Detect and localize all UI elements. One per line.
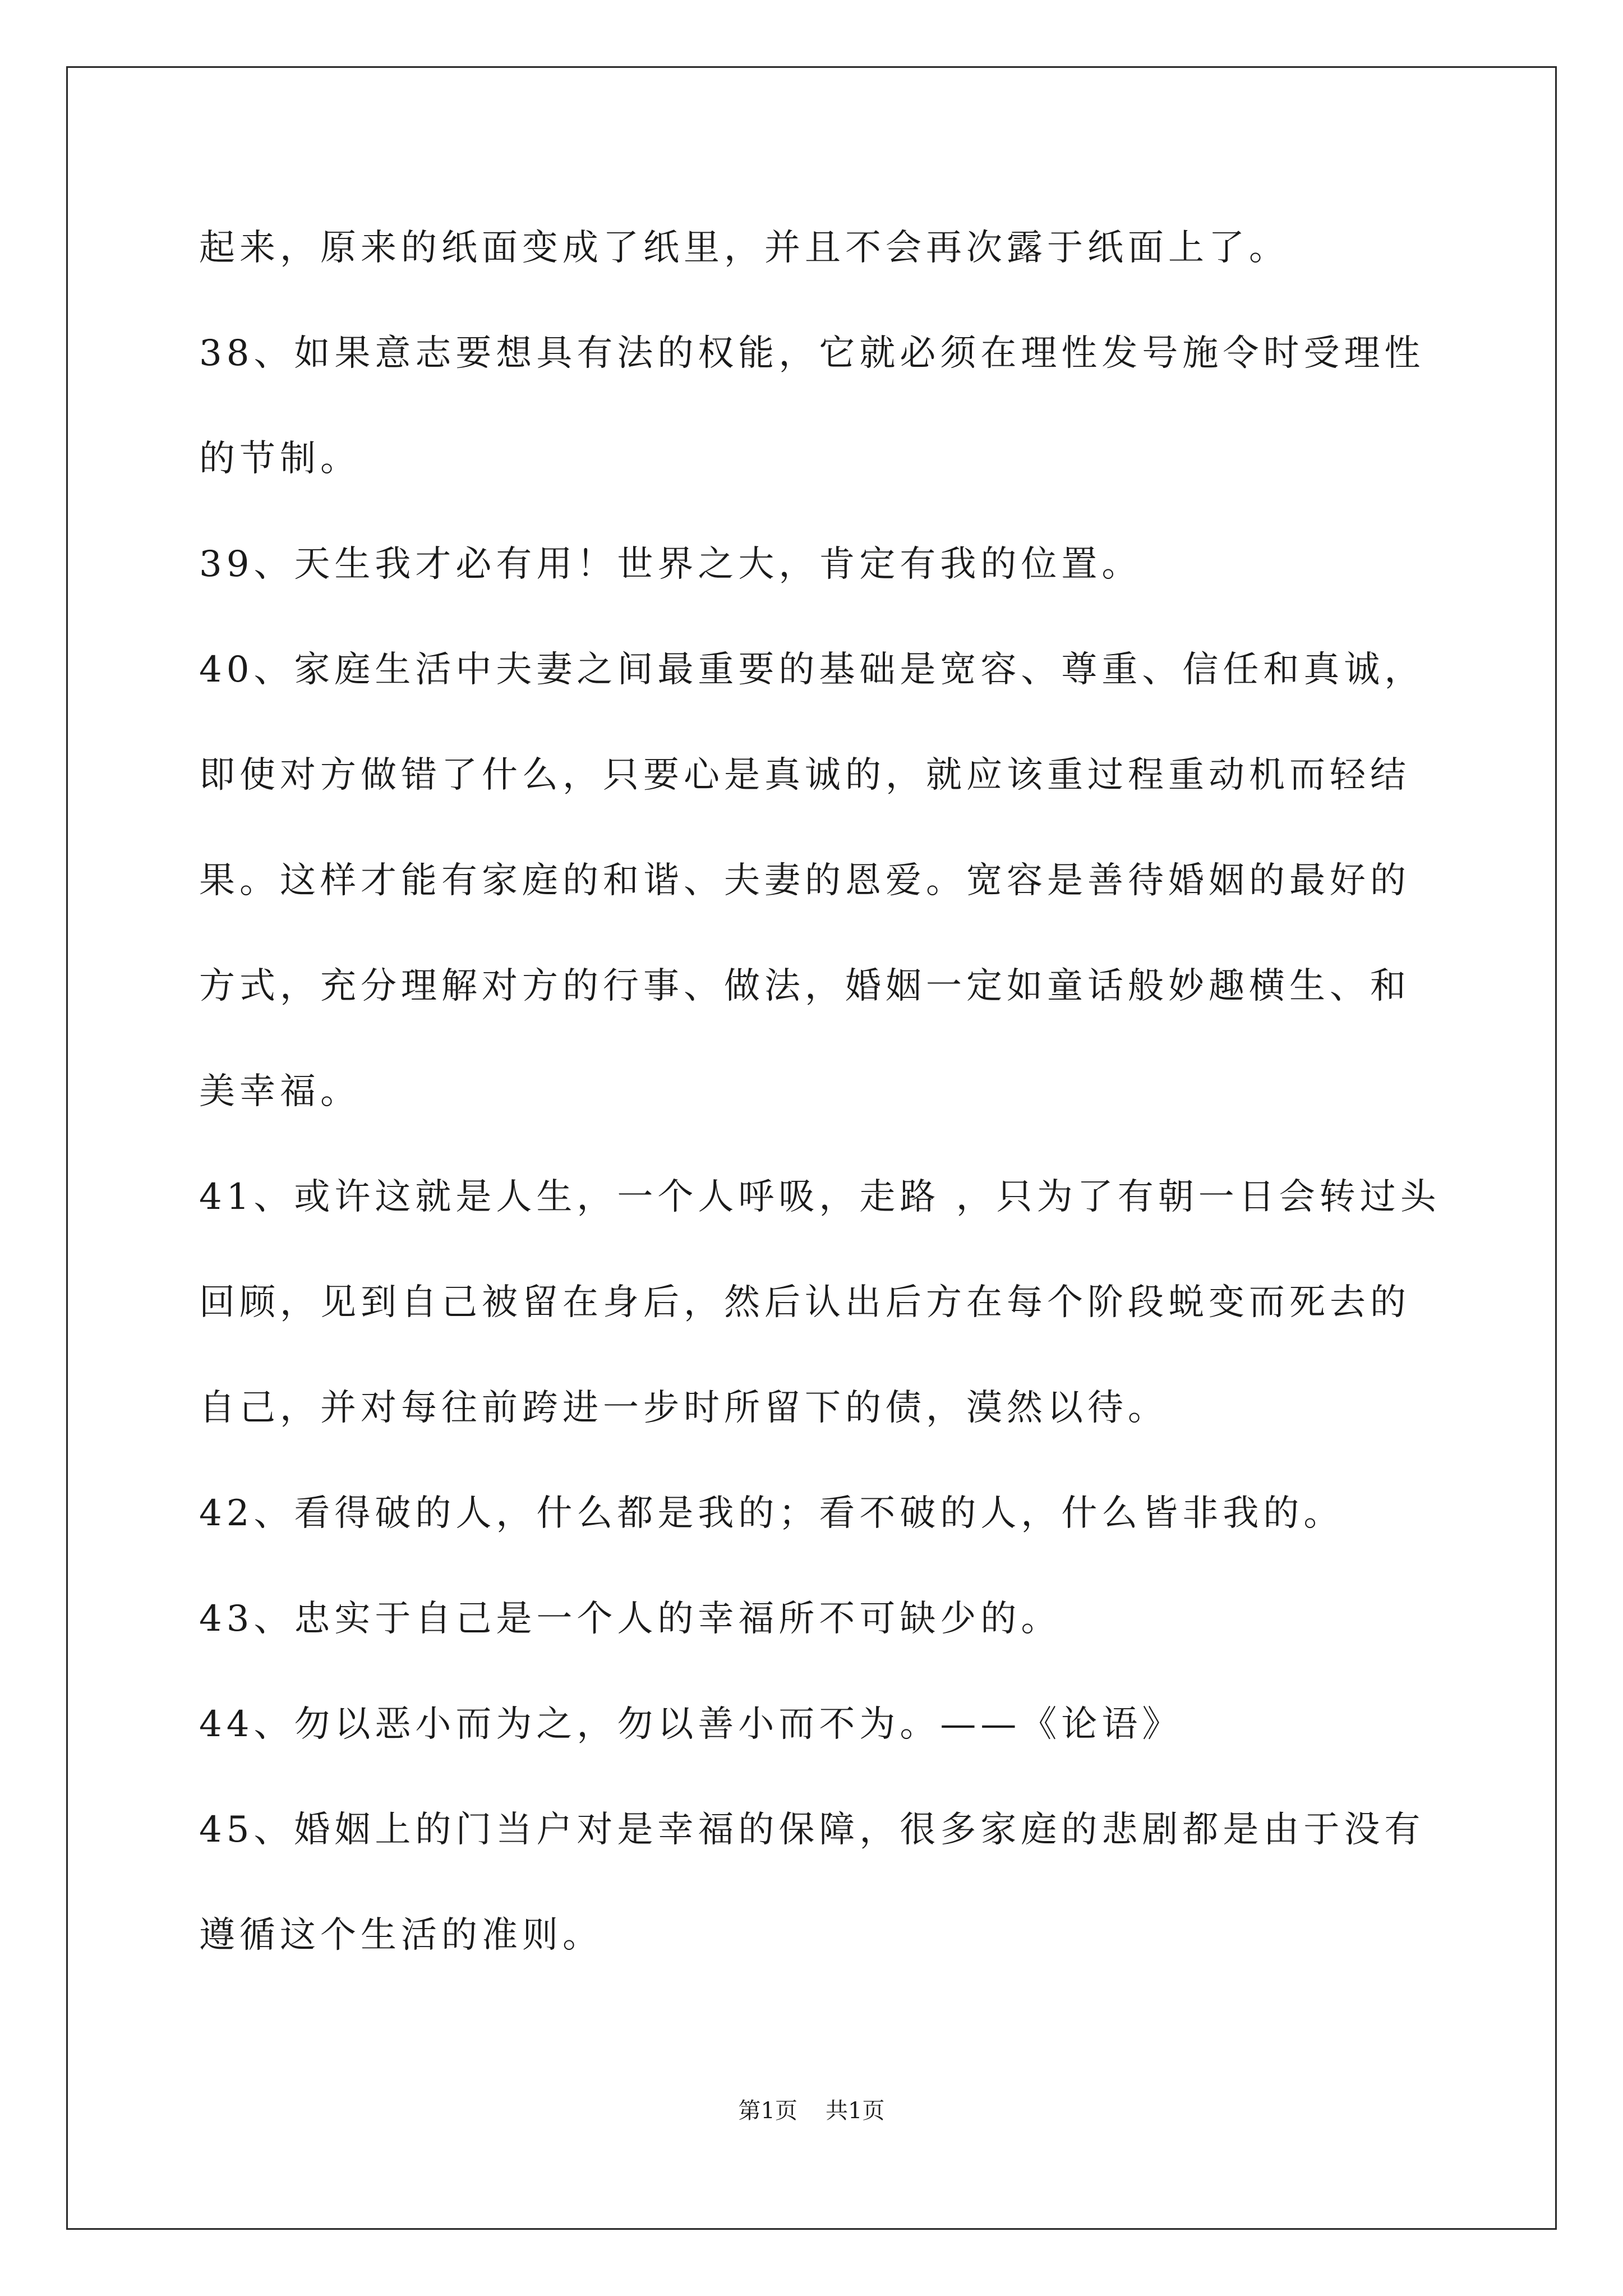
text-line: 方式，充分理解对方的行事、做法，婚姻一定如童话般妙趣横生、和	[199, 965, 1410, 1007]
document-body	[199, 195, 1441, 1988]
text-line: 38、如果意志要想具有法的权能，它就必须在理性发号施令时受理性	[199, 333, 1425, 374]
page-number: 第1页	[738, 2098, 797, 2124]
text-line: 果。这样才能有家庭的和谐、夫妻的恩爱。宽容是善待婚姻的最好的	[199, 860, 1410, 901]
text-line: 42、看得破的人，什么都是我的；看不破的人，什么皆非我的。	[199, 1493, 1344, 1534]
text-line: 的节制。	[199, 438, 361, 480]
text-line: 遵循这个生活的准则。	[199, 1915, 603, 1956]
text-line: 41、或许这就是人生，一个人呼吸，走路 ，只为了有朝一日会转过头	[199, 1176, 1441, 1218]
page-footer	[0, 2097, 1623, 2125]
text-line: 回顾，见到自己被留在身后，然后认出后方在每个阶段蜕变而死去的	[199, 1282, 1410, 1323]
page-total: 共1页	[826, 2098, 885, 2124]
text-line: 美幸福。	[199, 1071, 361, 1112]
text-line: 起来，原来的纸面变成了纸里，并且不会再次露于纸面上了。	[199, 227, 1289, 269]
text-line: 43、忠实于自己是一个人的幸福所不可缺少的。	[199, 1598, 1062, 1640]
text-line: 39、天生我才必有用！世界之大，肯定有我的位置。	[199, 544, 1142, 585]
text-line: 自己，并对每往前跨进一步时所留下的债，漠然以待。	[199, 1387, 1168, 1429]
text-line: 即使对方做错了什么，只要心是真诚的，就应该重过程重动机而轻结	[199, 754, 1410, 796]
text-line: 44、勿以恶小而为之，勿以善小而不为。——《论语》	[199, 1704, 1183, 1745]
text-line: 45、婚姻上的门当户对是幸福的保障，很多家庭的悲剧都是由于没有	[199, 1809, 1425, 1851]
text-line: 40、家庭生活中夫妻之间最重要的基础是宽容、尊重、信任和真诚，	[199, 649, 1425, 691]
